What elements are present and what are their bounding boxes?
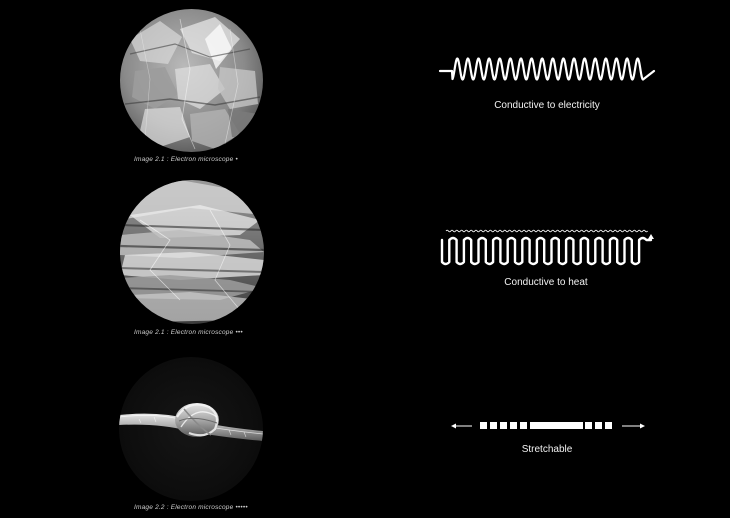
heat-squiggle [547, 230, 552, 232]
heat-squiggle [484, 230, 489, 232]
heat-squiggle [537, 230, 542, 232]
heat-squiggle [609, 230, 614, 232]
heat-squiggle [638, 230, 643, 232]
heat-squiggle [566, 230, 571, 232]
heat-squiggle [494, 230, 499, 232]
heat-squiggle [542, 230, 547, 232]
heat-squiggle [499, 230, 504, 232]
heat-squiggle [619, 230, 624, 232]
heat-squiggle [460, 230, 465, 232]
heat-squiggle [523, 230, 528, 232]
caption-text: Image 2.1 : Electron microscope [134, 156, 234, 163]
heat-squiggle [446, 230, 451, 232]
heat-squiggle [451, 230, 456, 232]
heat-squiggle [628, 230, 633, 232]
stretch-block [574, 422, 583, 429]
caption-text: Image 2.1 : Electron microscope [134, 329, 234, 336]
heat-squiggle [571, 230, 576, 232]
caption-dots: ••••• [235, 504, 248, 511]
heat-squiggle [489, 230, 494, 232]
heat-squiggle [470, 230, 475, 232]
microscope-image-3 [119, 357, 263, 501]
stretch-block [520, 422, 527, 429]
heat-squiggle [475, 230, 480, 232]
heat-squiggle [604, 230, 609, 232]
heat-squiggle [585, 230, 590, 232]
wave-icon [438, 54, 656, 84]
heat-squiggle [595, 230, 600, 232]
heat-squiggle [518, 230, 523, 232]
stretch-block [510, 422, 517, 429]
image-caption-2 [134, 329, 243, 336]
caption-dots: • [235, 156, 238, 163]
microscope-image-2 [120, 180, 264, 324]
stretch-block [490, 422, 497, 429]
heat-squiggle [480, 230, 485, 232]
heat-squiggle [532, 230, 537, 232]
stretch-block [605, 422, 612, 429]
heat-squiggle [504, 230, 509, 232]
heat-squiggle [600, 230, 605, 232]
heat-squiggle [556, 230, 561, 232]
heat-squiggle [528, 230, 533, 232]
property-label-electricity: Conductive to electricity [494, 100, 600, 111]
heat-squiggle [561, 230, 566, 232]
image-caption-1 [134, 156, 238, 163]
stretch-icon [450, 418, 646, 434]
heat-squiggle [590, 230, 595, 232]
stretch-block [595, 422, 602, 429]
caption-text: Image 2.2 : Electron microscope [134, 504, 234, 511]
heat-squiggle [456, 230, 461, 232]
heat-squiggle [633, 230, 638, 232]
stretch-block [500, 422, 507, 429]
heat-squiggle [624, 230, 629, 232]
property-label-heat: Conductive to heat [504, 277, 588, 288]
heat-squiggle [508, 230, 513, 232]
heat-squiggle [580, 230, 585, 232]
stretch-block [530, 422, 548, 429]
heat-squiggle [513, 230, 518, 232]
heat-squiggle [552, 230, 557, 232]
microscope-image-1 [120, 9, 263, 152]
image-caption-3 [134, 504, 248, 511]
heat-squiggle [643, 230, 648, 232]
stretch-block [480, 422, 487, 429]
stretch-block [585, 422, 592, 429]
stretch-block [548, 422, 574, 429]
heat-squiggle [576, 230, 581, 232]
property-label-stretchable: Stretchable [521, 444, 573, 455]
heat-coil-icon [440, 228, 656, 268]
caption-dots: ••• [235, 329, 243, 336]
heat-squiggle [465, 230, 470, 232]
heat-squiggle [614, 230, 619, 232]
